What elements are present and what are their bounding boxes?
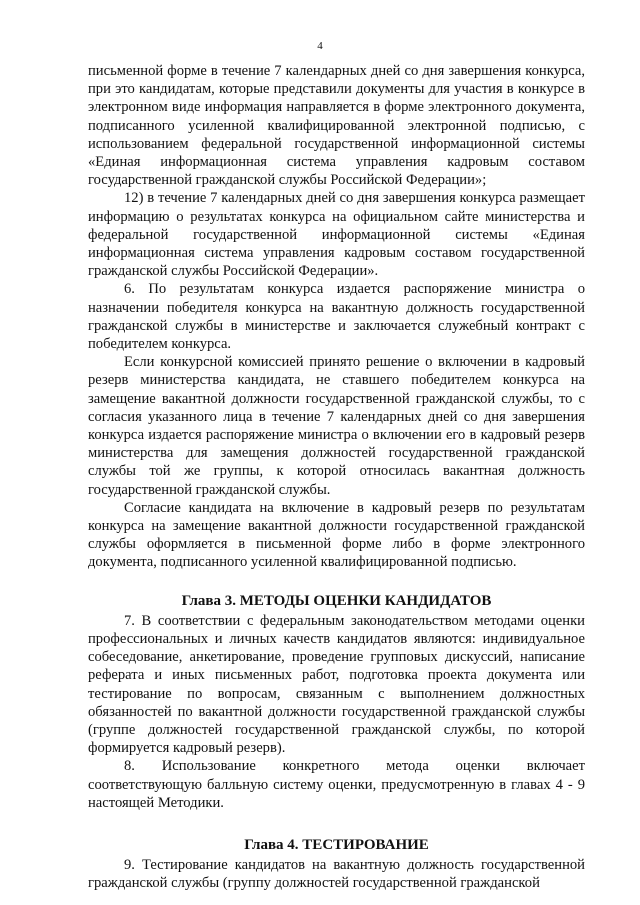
page-number: 4	[317, 40, 323, 52]
paragraph-item-9: 9. Тестирование кандидатов на вакантную должность государственной гражданской службы (группу должностей государственной гражданской	[88, 856, 585, 892]
paragraph-item-6: 6. По результатам конкурса издается распоряжение министра о назначении победителя конкурса на вакантную должность государственной гражданской службы в министерстве и заключается служебный контракт с победителем конкурса.	[88, 281, 585, 353]
chapter-4-heading: Глава 4. ТЕСТИРОВАНИЕ	[244, 836, 429, 853]
paragraph-item-12: 12) в течение 7 календарных дней со дня завершения конкурса размещает информацию о результатах конкурса на официальном сайте министерства и федеральной государственной информационной системы «Единая информационная система управления кадровым составом государственной гражданской службы Российской Федерации».	[88, 190, 585, 280]
chapter-3-heading: Глава 3. МЕТОДЫ ОЦЕНКИ КАНДИДАТОВ	[181, 592, 492, 609]
spacer	[88, 572, 585, 592]
paragraph-continuation: письменной форме в течение 7 календарных дней со дня завершения конкурса, при это кандидатам, которые представили документы для участия в конкурсе в электронном виде информация направляется в форме электронного документа, подписанного усиленной квалифицированной электронной подписью, с использованием федеральной государственной информационной системы «Единая информационная система управления кадровым составом государственной гражданской службы Российской Федерации»;	[88, 63, 585, 189]
paragraph-item-7: 7. В соответствии с федеральным законодательством методами оценки профессиональных и личных качеств кандидатов являются: индивидуальное собеседование, анкетирование, проведение групповых дискуссий, написание реферата и иных письменных работ, подготовка проекта документа или тестирование по вопросам, связанным с выполнением должностных обязанностей по вакантной должности государственной гражданской службы (группе должностей государственной гражданской службы, по которой формируется кадровый резерв).	[88, 612, 585, 757]
document-body	[88, 62, 585, 892]
paragraph-reserve: Если конкурсной комиссией принято решение о включении в кадровый резерв министерства кандидата, не ставшего победителем конкурса на замещение вакантной должности государственной гражданской службы, то с согласия указанного лица в течение 7 календарных дней со дня завершения конкурса издается распоряжение министра о включении его в кадровый резерв министерства для замещения должностей государственной гражданской службы той же группы, к которой относилась вакантная должность государственной гражданской службы.	[88, 354, 585, 498]
spacer	[88, 812, 585, 836]
paragraph-item-8: 8. Использование конкретного метода оценки включает соответствующую балльную систему оценки, предусмотренную в главах 4 - 9 настоящей Методики.	[88, 758, 585, 811]
paragraph-consent: Согласие кандидата на включение в кадровый резерв по результатам конкурса на замещение вакантной должности государственной гражданской службы оформляется в письменной форме либо в форме электронного документа, подписанного усиленной квалифицированной подписью.	[88, 499, 585, 571]
